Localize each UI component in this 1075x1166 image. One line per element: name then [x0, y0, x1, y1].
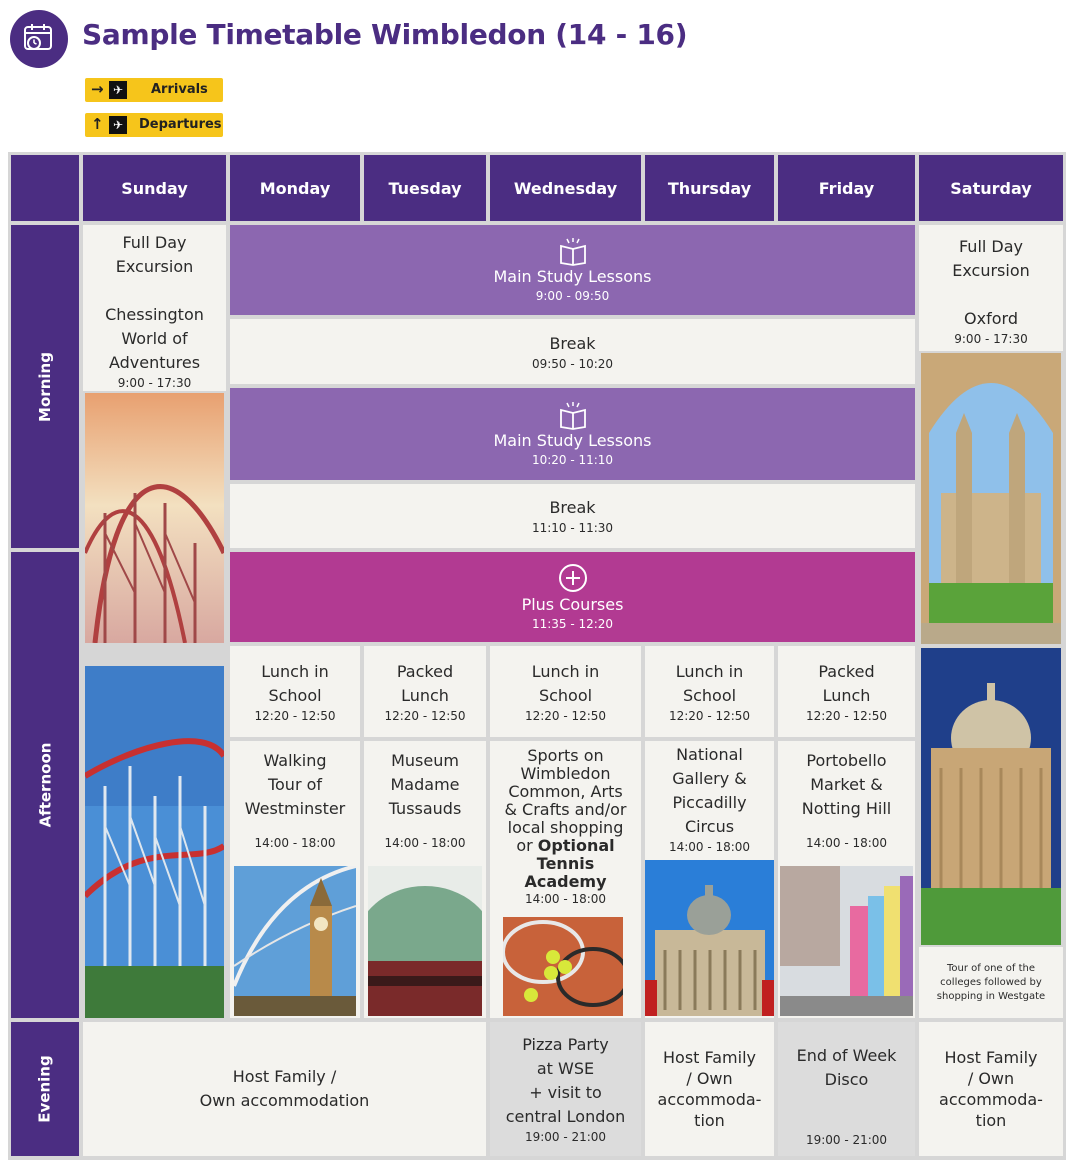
lunch-line1: Packed	[396, 661, 454, 681]
roller-coaster-sunset-image	[85, 393, 224, 643]
period-afternoon	[11, 552, 79, 1018]
monday-time: 14:00 - 18:00	[254, 836, 336, 850]
oxford-college-image	[921, 353, 1061, 644]
saturday-caption	[919, 947, 1063, 1018]
wednesday-or: or	[516, 836, 538, 855]
right-arrow-icon: →	[91, 80, 104, 98]
wednesday-line3: Common, Arts	[508, 782, 623, 801]
plus-circle-icon	[557, 562, 589, 594]
plus-time: 11:35 - 12:20	[531, 617, 614, 631]
thursday-line1: National	[676, 745, 743, 764]
wednesday-time: 14:00 - 18:00	[524, 892, 607, 906]
monday-line2: Tour of	[267, 775, 323, 794]
period-evening	[11, 1022, 79, 1156]
thursday-line4: Circus	[684, 817, 735, 836]
main-study-lessons-1	[230, 225, 915, 315]
tuesday-line3: Tussauds	[388, 799, 462, 818]
plus-courses	[230, 552, 915, 642]
evening-sat-line1: Host Family	[944, 1048, 1038, 1067]
open-book-icon	[557, 400, 589, 430]
header-corner	[11, 155, 79, 221]
header-saturday: Saturday	[919, 155, 1063, 221]
study1-time: 9:00 - 09:50	[535, 289, 610, 303]
break-1	[230, 319, 915, 384]
afternoon-label: Afternoon	[36, 742, 54, 828]
friday-line3: Notting Hill	[801, 799, 892, 818]
evening-sat-line3: accommoda-	[939, 1090, 1043, 1109]
lunch-line2: Lunch	[822, 685, 871, 705]
break-2	[230, 484, 915, 548]
national-gallery-image	[645, 860, 774, 1016]
evening-wed-time: 19:00 - 21:00	[524, 1130, 607, 1144]
evening-wed-line3: + visit to	[529, 1083, 602, 1102]
header-sunday: Sunday	[83, 155, 226, 221]
tuesday-line2: Madame	[390, 775, 460, 794]
friday-time: 14:00 - 18:00	[805, 836, 888, 850]
saturday-time: 9:00 - 17:30	[954, 332, 1028, 346]
saturday-caption-1: Tour of one of the	[947, 962, 1035, 974]
thursday-line2: Gallery &	[672, 769, 747, 788]
lunch-friday	[778, 646, 915, 737]
sunday-line1: Full Day	[122, 233, 187, 252]
saturday-place: Oxford	[964, 309, 1018, 328]
evening-thu-line1: Host Family	[663, 1048, 756, 1067]
evening-line2: Own accommodation	[199, 1091, 370, 1110]
departures-legend	[85, 113, 223, 137]
monday-line1: Walking	[263, 751, 327, 770]
evening-wed-line2: at WSE	[536, 1059, 595, 1078]
wednesday-line7: Tennis	[536, 854, 595, 873]
evening-thursday	[645, 1022, 774, 1156]
evening-wed-line4: central London	[505, 1107, 626, 1126]
evening-thu-line2: / Own	[686, 1069, 733, 1088]
saturday-line1: Full Day	[958, 237, 1024, 256]
evening-saturday	[919, 1022, 1063, 1156]
radcliffe-camera-image	[921, 648, 1061, 945]
evening-fri-line2: Disco	[824, 1070, 869, 1089]
evening-thu-line3: accommoda-	[657, 1090, 762, 1109]
departures-label: Departures	[139, 117, 222, 132]
header-friday: Friday	[778, 155, 915, 221]
saturday-caption-2: colleges followed by	[940, 976, 1042, 988]
lunch-time: 12:20 - 12:50	[524, 708, 607, 723]
header-thursday: Thursday	[645, 155, 774, 221]
calendar-icon	[22, 22, 56, 56]
lunch-line1: Lunch in	[531, 661, 600, 681]
sunday-place1: Chessington	[105, 305, 204, 324]
evening-friday	[778, 1022, 915, 1156]
wednesday-line2: Wimbledon	[520, 764, 611, 783]
thursday-line3: Piccadilly	[672, 793, 747, 812]
break1-time: 09:50 - 10:20	[531, 356, 614, 371]
plus-label: Plus Courses	[521, 595, 624, 614]
lunch-line2: Lunch	[401, 685, 449, 705]
lunch-tuesday	[364, 646, 486, 737]
sunday-time: 9:00 - 17:30	[117, 376, 192, 390]
study2-time: 10:20 - 11:10	[531, 453, 614, 467]
plane-landing-icon: ✈	[109, 81, 127, 99]
header-monday: Monday	[230, 155, 360, 221]
lunch-line1: Packed	[818, 661, 875, 681]
break1-label: Break	[549, 333, 596, 353]
study2-label: Main Study Lessons	[493, 431, 652, 450]
wednesday-line4: & Crafts and/or	[504, 800, 627, 819]
evening-sat-line2: / Own	[967, 1069, 1015, 1088]
tuesday-time: 14:00 - 18:00	[384, 836, 466, 850]
evening-wed-line1: Pizza Party	[522, 1035, 609, 1054]
tuesday-line1: Museum	[391, 751, 459, 770]
lunch-line2: School	[538, 685, 593, 705]
madame-tussauds-image	[368, 866, 482, 1016]
up-arrow-icon: ↑	[91, 115, 104, 133]
wednesday-line6	[516, 837, 614, 855]
sunday-line2: Excursion	[115, 257, 194, 276]
break2-time: 11:10 - 11:30	[531, 521, 614, 535]
period-morning	[11, 225, 79, 548]
evening-line1: Host Family /	[232, 1067, 337, 1086]
sunday-excursion	[83, 225, 226, 391]
wednesday-line5: local shopping	[507, 818, 624, 837]
big-ben-image	[234, 866, 356, 1016]
thursday-time: 14:00 - 18:00	[668, 840, 751, 854]
page-title: Sample Timetable Wimbledon (14 - 16)	[82, 18, 688, 51]
friday-line2: Market &	[810, 775, 883, 794]
lunch-time: 12:20 - 12:50	[384, 708, 466, 723]
study1-label: Main Study Lessons	[493, 267, 652, 286]
lunch-thursday	[645, 646, 774, 737]
wednesday-line1: Sports on	[527, 746, 604, 765]
lunch-line1: Lunch in	[675, 661, 744, 681]
lunch-wednesday	[490, 646, 641, 737]
lunch-line2: School	[268, 685, 322, 705]
arrivals-label: Arrivals	[151, 82, 208, 97]
friday-line1: Portobello	[806, 751, 887, 770]
plane-takeoff-icon: ✈	[109, 116, 127, 134]
sunday-place3: Adventures	[108, 353, 201, 372]
lunch-line2: School	[682, 685, 737, 705]
saturday-excursion	[919, 225, 1063, 351]
lunch-time: 12:20 - 12:50	[668, 708, 751, 723]
open-book-icon	[557, 236, 589, 266]
notting-hill-image	[780, 866, 913, 1016]
evening-label: Evening	[36, 1055, 54, 1123]
lunch-line1: Lunch in	[261, 661, 329, 681]
break2-label: Break	[549, 498, 596, 517]
sunday-place2: World of	[121, 329, 188, 348]
saturday-caption-3: shopping in Westgate	[936, 990, 1046, 1002]
evening-fri-time: 19:00 - 21:00	[805, 1133, 888, 1147]
evening-thu-line4: tion	[694, 1111, 725, 1130]
morning-label: Morning	[36, 351, 54, 422]
wednesday-optional: Optional	[537, 836, 615, 855]
evening-sunday-tuesday	[83, 1022, 486, 1156]
evening-wednesday	[490, 1022, 641, 1156]
calendar-clock-logo	[10, 10, 68, 68]
saturday-line2: Excursion	[952, 261, 1030, 280]
roller-coaster-blue-sky-image	[85, 666, 224, 1018]
evening-fri-line1: End of Week	[796, 1046, 897, 1065]
evening-sat-line4: tion	[975, 1111, 1007, 1130]
lunch-time: 12:20 - 12:50	[805, 708, 888, 723]
lunch-monday	[230, 646, 360, 737]
main-study-lessons-2	[230, 388, 915, 480]
arrivals-legend	[85, 78, 223, 102]
wednesday-line8: Academy	[524, 872, 607, 891]
lunch-time: 12:20 - 12:50	[254, 708, 336, 723]
header-tuesday: Tuesday	[364, 155, 486, 221]
monday-line3: Westminster	[244, 799, 346, 818]
header-wednesday: Wednesday	[490, 155, 641, 221]
tennis-image	[503, 917, 623, 1016]
